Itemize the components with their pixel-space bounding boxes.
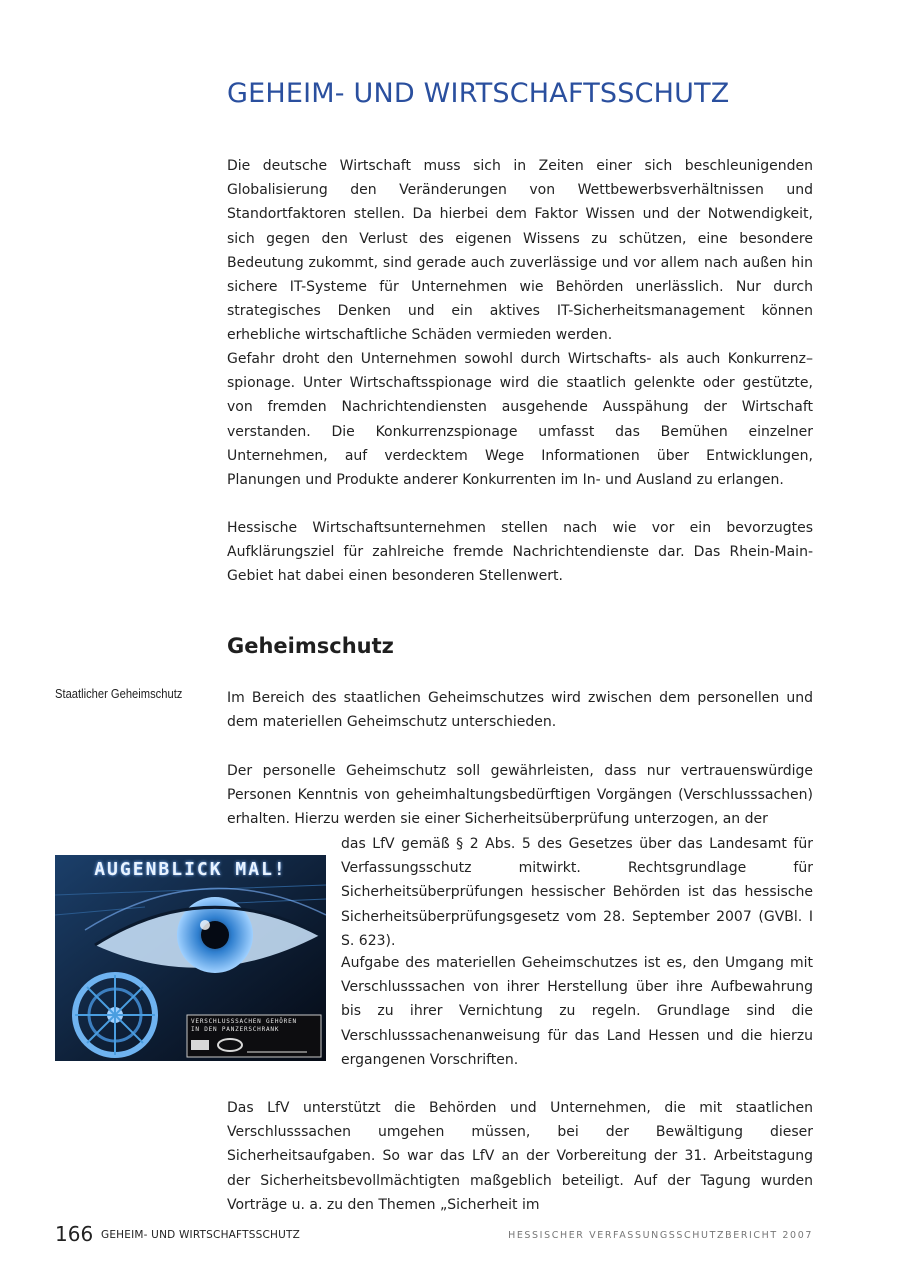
poster-caption-line-1: VERSCHLUSSSACHEN GEHÖREN — [191, 1018, 297, 1025]
poster-image — [55, 855, 326, 1061]
section-paragraph-2: Der personelle Geheimschutz soll gewährleisten, dass nur vertrauenswürdige Personen Kenntnis von geheimhaltungsbedürftigen Vorgängen (Verschlusssachen) erhalten. Hierzu werden sie einer Sicherheitsüberprüfung unterzogen, an der — [227, 763, 813, 828]
poster-headline: AUGENBLICK MAL! — [94, 859, 287, 880]
page-title: GEHEIM- UND WIRTSCHAFTSSCHUTZ — [227, 78, 730, 109]
footer-page-number: 166 — [55, 1222, 94, 1246]
section-paragraph-1: Im Bereich des staatlichen Geheimschutzes wird zwischen dem personellen und dem materiellen Geheimschutz unterschieden. — [227, 690, 813, 731]
section-heading-geheimschutz: Geheimschutz — [227, 634, 394, 658]
section-paragraph-3: Aufgabe des materiellen Geheimschutzes ist es, den Umgang mit Verschlusssachen von ihrer Herstellung über ihre Aufbewahrung bis zu ihrer Vernichtung zu regeln. Grundlage sind die Verschlusssachenanweisung für das Land Hessen und die hierzu ergangenen Vorschriften. — [341, 955, 813, 1068]
margin-label: Staatlicher Geheimschutz — [55, 686, 183, 701]
footer-publication: HESSISCHER VERFASSUNGSSCHUTZBERICHT 2007 — [508, 1230, 813, 1241]
section-paragraph-4: Das LfV unterstützt die Behörden und Unternehmen, die mit staatlichen Verschlusssachen umgehen müssen, bei der Bewältigung dieser Sicherheitsaufgaben. So war das LfV an der Vorbereitung der 31. Arbeitstagung der Sicherheitsbevollmächtigten maßgeblich beteiligt. Auf der Tagung wurden Vorträge u. a. zu den Themen „Sicherheit im — [227, 1100, 813, 1213]
footer-section-label: GEHEIM- UND WIRTSCHAFTSSCHUTZ — [101, 1229, 300, 1241]
section-paragraph-2-continued: das LfV gemäß § 2 Abs. 5 des Gesetzes über das Landesamt für Verfassungsschutz mitwirkt. Rechtsgrundlage für Sicherheitsüberprüfungen hessischer Behörden ist das hessische Sicherheitsüberprüfungsgesetz vom 28. September 2007 (GVBl. I S. 623). — [341, 836, 813, 949]
intro-paragraph-1: Die deutsche Wirtschaft muss sich in Zeiten einer sich beschleunigenden Globalisierung den Veränderungen von Wettbewerbsverhältnissen und Standortfaktoren stellen. Da hierbei dem Faktor Wissen und der Notwendigkeit, sich gegen den Verlust des eigenen Wissens zu schützen, eine besondere Bedeutung zukommt, sind gerade auch zuverlässige und vor allem nach außen hin sichere IT-Systeme für Unternehmen wie Behörden unerlässlich. Nur durch strategisches Denken und ein aktives IT-Sicherheitsmanagement können erhebliche wirtschaftliche Schäden vermieden werden. — [227, 158, 813, 344]
intro-paragraph-3: Hessische Wirtschaftsunternehmen stellen nach wie vor ein bevorzugtes Aufklärungsziel für zahlreiche fremde Nachrichtendienste dar. Das Rhein-Main-Gebiet hat dabei einen besonderen Stellenwert. — [227, 520, 813, 585]
poster-caption-line-2: IN DEN PANZERSCHRANK — [191, 1026, 280, 1033]
intro-paragraph-2: Gefahr droht den Unternehmen sowohl durch Wirtschafts- als auch Konkurrenz–spionage. Unter Wirtschaftsspionage wird die staatlich gelenkte oder gestützte, von fremden Nachrichtendiensten ausgehende Ausspähung der Wirtschaft verstanden. Die Konkurrenzspionage umfasst das Bemühen einzelner Unternehmen, auf verdecktem Wege Informationen über Entwicklungen, Planungen und Produkte anderer Konkurrenten im In- und Ausland zu erlangen. — [227, 351, 813, 489]
poster-caption — [191, 1018, 319, 1034]
